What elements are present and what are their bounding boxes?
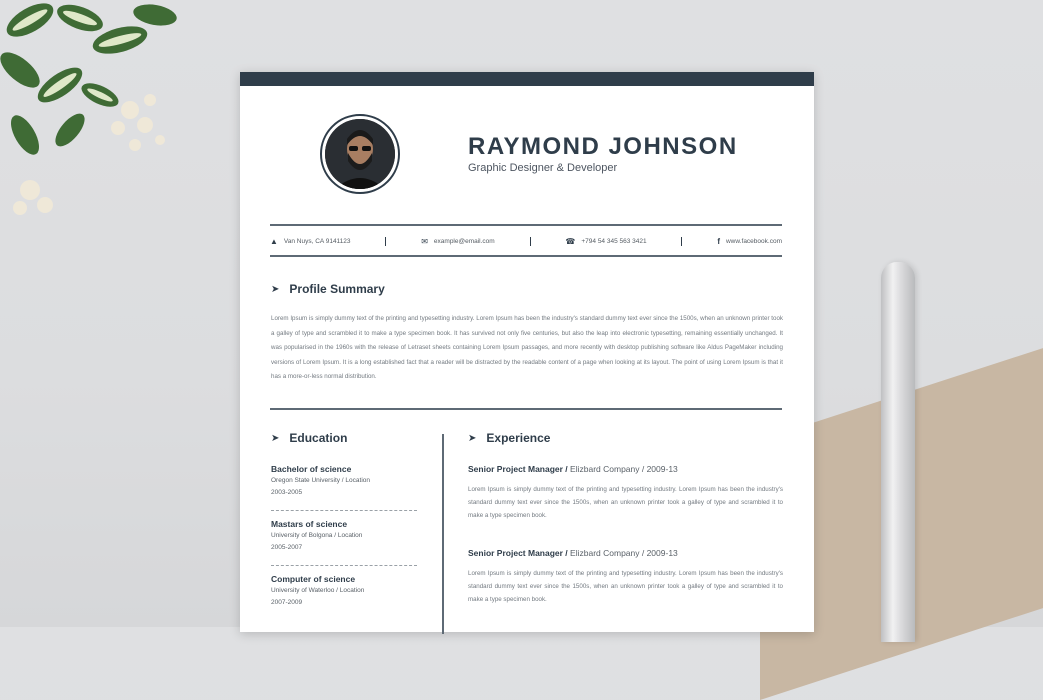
map-pin-icon: ▲: [270, 236, 278, 246]
contact-email[interactable]: [421, 237, 495, 246]
column-divider: [442, 434, 444, 634]
experience-title: Senior Project Manager /: [468, 548, 568, 558]
candidate-role: Graphic Designer & Developer: [468, 162, 618, 174]
experience-company: Elizbard Company / 2009-13: [570, 464, 678, 474]
arrow-right-icon: ➤: [468, 432, 477, 444]
education-item: [271, 519, 417, 551]
divider: [270, 224, 782, 226]
education-years: 2005-2007: [271, 544, 303, 551]
contact-phone-text: +794 54 345 563 3421: [581, 237, 647, 245]
section-title: Profile Summary: [289, 282, 385, 296]
resume-sheet: [240, 72, 814, 632]
envelope-icon: ✉: [421, 236, 428, 246]
experience-item: [468, 548, 783, 606]
header-bar: [240, 72, 814, 86]
separator: [681, 237, 682, 246]
experience-title-line: [468, 464, 783, 474]
education-years: 2007-2009: [271, 599, 303, 606]
facebook-icon: f: [717, 236, 720, 246]
contact-web-text[interactable]: www.facebook.com: [725, 237, 782, 245]
education-degree: Bachelor of science: [271, 464, 352, 474]
separator: [530, 237, 531, 246]
education-years: 2003-2005: [271, 489, 303, 496]
arrow-right-icon: ➤: [271, 432, 280, 444]
dashed-divider: [271, 510, 417, 511]
experience-description: Lorem Ipsum is simply dummy text of the printing and typesetting industry. Lorem Ipsum has been the industry's standard dummy text ever since the 1500s, when an unknown printer took a galley of type and scrambled it to make a type specimen book.: [468, 570, 783, 603]
arrow-right-icon: ➤: [271, 283, 280, 295]
profile-summary-heading: [271, 282, 385, 296]
candidate-name: RAYMOND JOHNSON: [468, 133, 738, 160]
experience-item: [468, 464, 783, 522]
section-title: Experience: [486, 431, 551, 445]
experience-heading: [468, 431, 550, 445]
separator: [385, 237, 386, 246]
education-item: [271, 574, 417, 606]
divider: [270, 255, 782, 257]
education-school: University of Waterloo / Location: [271, 587, 365, 594]
contact-bar: [270, 233, 782, 249]
phone-icon: ☎: [565, 236, 576, 246]
education-school: University of Bolgona / Location: [271, 532, 363, 539]
pencil-prop: [881, 262, 915, 642]
experience-description: Lorem Ipsum is simply dummy text of the printing and typesetting industry. Lorem Ipsum has been the industry's standard dummy text ever since the 1500s, when an unknown printer took a galley of type and scrambled it to make a type specimen book.: [468, 486, 783, 519]
contact-address: [270, 237, 351, 246]
avatar: [320, 114, 400, 194]
education-degree: Mastars of science: [271, 519, 348, 529]
profile-summary-text: Lorem Ipsum is simply dummy text of the printing and typesetting industry. Lorem Ipsum has been the industry's standard dummy text ever since the 1500s, when an unknown printer took a galley of type and scrambled it to make a type specimen book. It has survived not only five centuries, but also the leap into electronic typesetting, remaining essentially unchanged. It was popularised in the 1960s with the release of Letraset sheets containing Lorem Ipsum passages, and more recently with desktop publishing software like Aldus PageMaker including versions of Lorem Ipsum. It is a long established fact that a reader will be distracted by the readable content of a page when looking at its layout. The point of using Lorem Ipsum is that it has a more-or-less normal distribution.: [271, 315, 783, 380]
education-heading: [271, 431, 347, 445]
experience-company: Elizbard Company / 2009-13: [570, 548, 678, 558]
divider: [270, 408, 782, 410]
contact-phone: [565, 237, 646, 246]
experience-title-line: [468, 548, 783, 558]
contact-web[interactable]: [717, 237, 782, 246]
education-item: [271, 464, 417, 496]
contact-address-text: Van Nuys, CA 9141123: [283, 237, 351, 245]
section-title: Education: [289, 431, 348, 445]
plant-decoration: [0, 0, 215, 225]
profile-photo: [325, 119, 395, 189]
contact-email-text[interactable]: example@email.com: [433, 237, 495, 245]
person-silhouette-icon: [325, 119, 395, 189]
dashed-divider: [271, 565, 417, 566]
education-degree: Computer of science: [271, 574, 356, 584]
experience-title: Senior Project Manager /: [468, 464, 568, 474]
education-school: Oregon State University / Location: [271, 477, 370, 484]
